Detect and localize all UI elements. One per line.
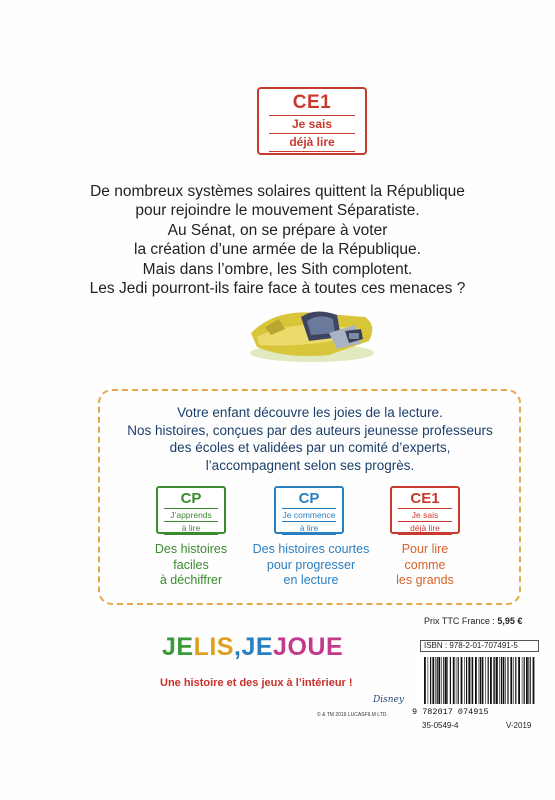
divider (282, 508, 336, 509)
caption-line: comme (404, 557, 446, 572)
series-tagline: Une histoire et des jeux à l’intérieur ! (160, 677, 353, 689)
barcode-bar (435, 657, 436, 704)
isbn: ISBN : 978-2-01-707491-5 (420, 640, 539, 652)
barcode-bar (445, 657, 447, 704)
divider (164, 521, 218, 522)
description-line: De nombreux systèmes solaires quittent la République (90, 183, 465, 200)
barcode-bar (507, 657, 508, 704)
description-line: Mais dans l’ombre, les Sith complotent. (142, 260, 413, 278)
barcode-bar (458, 657, 459, 704)
logo-word: JOUE (273, 633, 344, 661)
barcode-bar (518, 657, 520, 704)
level-badge-title: CE1 (292, 92, 332, 113)
level-badge-line2: déjà lire (289, 135, 335, 149)
caption-line: faciles (173, 557, 209, 572)
barcode-bar (432, 657, 434, 704)
intro-text (110, 404, 510, 474)
level-line: à lire (299, 523, 319, 533)
barcode-bar (437, 657, 438, 704)
level-line: Je commence (282, 510, 336, 520)
level-line: J’apprends (170, 510, 212, 520)
caption-line: à déchiffrer (159, 573, 223, 588)
logo-word: JE (162, 633, 194, 661)
barcode-bar (461, 657, 463, 704)
barcode-bar (530, 657, 531, 704)
barcode-bar (464, 657, 465, 704)
barcode-bar (533, 657, 535, 704)
barcode-bar (510, 657, 512, 704)
version-code: V-2019 (506, 721, 532, 730)
barcode-bar (443, 657, 444, 704)
intro-line: Nos histoires, conçues par des auteurs jeunesse professeurs (127, 422, 493, 438)
level-title: CP (298, 490, 320, 507)
barcode-bar (453, 657, 455, 704)
disney-logo: Disney (373, 695, 404, 705)
barcode-bar (494, 657, 495, 704)
level-caption-ce1 (382, 542, 468, 589)
caption-line: les grands (396, 573, 454, 588)
barcode-bar (482, 657, 484, 704)
divider (269, 115, 355, 116)
starfighter-illustration (245, 303, 380, 365)
divider (398, 534, 452, 535)
intro-line: l’accompagnent selon ses progrès. (205, 457, 415, 473)
price-label (424, 616, 522, 626)
caption-line: Des histoires (154, 542, 228, 556)
divider (164, 508, 218, 509)
barcode-bar (515, 657, 516, 704)
caption-line: Des histoires courtes (252, 542, 370, 556)
barcode-bar (493, 657, 494, 704)
logo-word: , (234, 633, 242, 661)
barcode-bar (428, 657, 429, 704)
barcode-bar (471, 657, 472, 704)
divider (282, 521, 336, 522)
level-line: à lire (181, 523, 201, 533)
level-badge-line1: Je sais (291, 117, 333, 131)
caption-line: en lecture (283, 573, 339, 588)
barcode-bar (430, 657, 431, 704)
description-line: Les Jedi pourront-ils faire face à toutes ces menaces ? (89, 280, 466, 298)
product-code: 35-0549-4 (422, 721, 459, 730)
description-line: la création d’une armée de la République. (134, 241, 421, 259)
barcode-bar (475, 657, 477, 704)
barcode (420, 655, 539, 706)
caption-line: Pour lire (401, 542, 449, 556)
barcode-bar (513, 657, 514, 704)
barcode-bar (485, 657, 486, 704)
logo-word: LIS (193, 633, 234, 661)
barcode-bar (490, 657, 492, 704)
intro-line: des écoles et validées par un comité d’experts, (169, 440, 451, 455)
level-line: Je sais (411, 510, 439, 520)
divider (164, 534, 218, 535)
barcode-bar (424, 657, 426, 704)
level-badge-cp-commence (274, 486, 344, 534)
barcode-bar (505, 657, 506, 704)
barcode-bar (447, 657, 448, 704)
barcode-bar (526, 657, 528, 704)
description-line: Au Sénat, on se prépare à voter (167, 221, 388, 239)
barcode-bar (450, 657, 451, 704)
barcode-bar (524, 657, 525, 704)
level-title: CP (180, 490, 202, 507)
barcode-bar (466, 657, 467, 704)
level-badge-ce1 (390, 486, 460, 534)
barcode-bar (468, 657, 470, 704)
level-caption-cp-apprends (148, 542, 234, 589)
level-badge (257, 87, 367, 155)
intro-line: Votre enfant découvre les joies de la lecture. (177, 405, 443, 420)
barcode-bar (456, 657, 457, 704)
caption-line: pour progresser (266, 557, 356, 572)
series-logo (162, 633, 343, 662)
divider (282, 534, 336, 535)
barcode-bar (441, 657, 442, 704)
barcode-bar (528, 657, 529, 704)
barcode-bar (480, 657, 481, 704)
price-text: Prix TTC France : (424, 616, 498, 626)
barcode-bar (438, 657, 440, 704)
barcode-bar (522, 657, 523, 704)
barcode-bar (496, 657, 498, 704)
price-value: 5,95 € (497, 616, 523, 626)
barcode-bar (488, 657, 489, 704)
divider (398, 508, 452, 509)
barcode-bar (499, 657, 500, 704)
logo-word: JE (241, 633, 274, 661)
level-line: déjà lire (410, 523, 440, 533)
barcode-bar (472, 657, 473, 704)
level-title: CE1 (410, 490, 440, 507)
barcode-bar (501, 657, 502, 704)
story-description (20, 182, 535, 298)
divider (269, 133, 355, 134)
copyright-notice: © & TM 2019 LUCASFILM LTD. (317, 712, 388, 718)
divider (398, 521, 452, 522)
barcode-bar (503, 657, 505, 704)
level-caption-cp-commence (248, 542, 374, 589)
description-line: pour rejoindre le mouvement Séparatiste. (135, 202, 420, 220)
barcode-digits: 9 782017 074915 (412, 707, 489, 717)
level-badge-cp-apprends (156, 486, 226, 534)
barcode-bar (479, 657, 480, 704)
divider (269, 151, 355, 152)
